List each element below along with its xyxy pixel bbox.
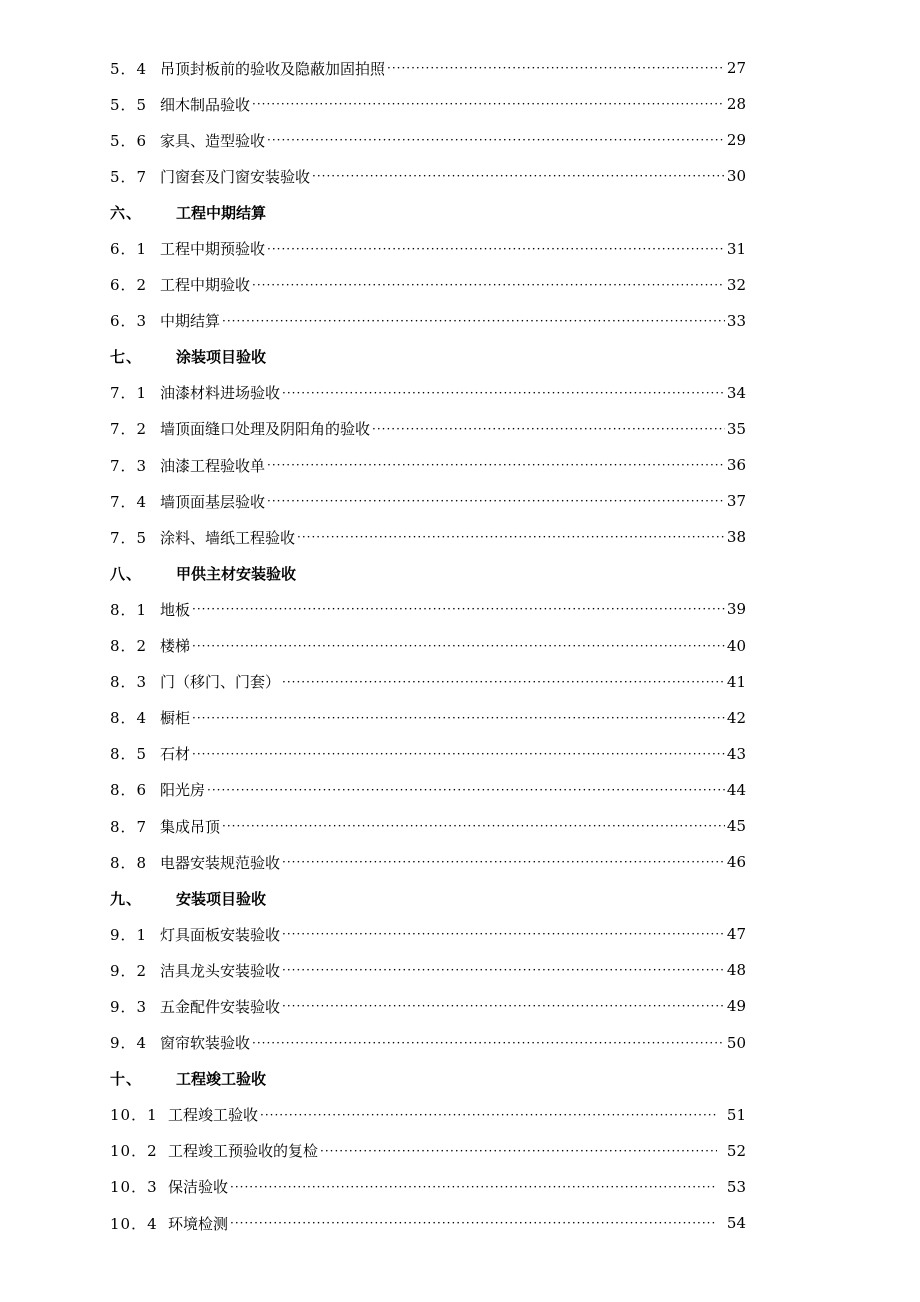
entry-page-number: 45 (726, 817, 746, 836)
entry-number: 7．2 (110, 420, 148, 439)
entry-page-number: 38 (726, 528, 746, 547)
entry-title: 集成吊顶 (160, 817, 221, 836)
toc-entry[interactable] (110, 664, 746, 700)
section-title: 安装项目验收 (176, 889, 267, 908)
entry-number: 8．6 (110, 781, 148, 800)
dot-leader (312, 169, 725, 183)
toc-entry[interactable] (110, 1025, 746, 1061)
entry-title: 电器安装规范验收 (160, 853, 281, 872)
entry-number: 8．2 (110, 637, 148, 656)
entry-number: 10．4 (110, 1214, 158, 1233)
entry-title: 五金配件安装验收 (160, 997, 281, 1016)
entry-number: 6．3 (110, 312, 148, 331)
entry-title: 工程竣工预验收的复检 (168, 1142, 319, 1161)
toc-entry[interactable] (110, 952, 746, 988)
dot-leader (192, 711, 725, 725)
entry-number: 7．3 (110, 456, 148, 475)
entry-page-number: 52 (726, 1141, 746, 1160)
entry-number: 8．1 (110, 600, 148, 619)
entry-page-number: 54 (726, 1214, 746, 1233)
entry-title: 窗帘软装验收 (160, 1034, 251, 1053)
dot-leader (372, 422, 725, 436)
entry-title: 吊顶封板前的验收及隐蔽加固拍照 (160, 59, 386, 78)
dot-leader (252, 278, 725, 292)
entry-page-number: 51 (726, 1105, 746, 1124)
entry-page-number: 41 (726, 672, 746, 691)
dot-leader (260, 1108, 717, 1122)
entry-title: 细木制品验收 (160, 95, 251, 114)
entry-page-number: 46 (726, 853, 746, 872)
dot-leader (282, 675, 725, 689)
section-number: 六、 (110, 203, 143, 222)
entry-number: 8．7 (110, 817, 148, 836)
entry-title: 保洁验收 (168, 1178, 229, 1197)
dot-leader (192, 639, 725, 653)
dot-leader (282, 855, 725, 869)
entry-title: 灯具面板安装验收 (160, 925, 281, 944)
entry-number: 7．4 (110, 492, 148, 511)
entry-title: 洁具龙头安装验收 (160, 961, 281, 980)
entry-page-number: 28 (726, 95, 746, 114)
toc-section-heading[interactable] (110, 555, 746, 591)
entry-page-number: 39 (726, 600, 746, 619)
toc-entry[interactable] (110, 483, 746, 519)
section-title: 涂装项目验收 (176, 348, 267, 367)
toc-entry[interactable] (110, 1097, 746, 1133)
entry-title: 地板 (160, 600, 191, 619)
dot-leader (252, 1036, 725, 1050)
section-number: 九、 (110, 889, 143, 908)
section-number: 八、 (110, 564, 143, 583)
entry-number: 5．7 (110, 167, 148, 186)
section-title: 工程竣工验收 (176, 1070, 267, 1089)
entry-number: 5．6 (110, 131, 148, 150)
toc-section-heading[interactable] (110, 339, 746, 375)
entry-title: 家具、造型验收 (160, 131, 266, 150)
toc-entry[interactable] (110, 844, 746, 880)
dot-leader (320, 1144, 717, 1158)
toc-entry[interactable] (110, 700, 746, 736)
entry-number: 5．4 (110, 59, 148, 78)
table-of-contents (110, 50, 746, 1241)
toc-entry[interactable] (110, 50, 746, 86)
entry-title: 油漆材料进场验收 (160, 384, 281, 403)
toc-entry[interactable] (110, 158, 746, 194)
entry-page-number: 49 (726, 997, 746, 1016)
entry-title: 阳光房 (160, 781, 206, 800)
toc-entry[interactable] (110, 736, 746, 772)
entry-page-number: 40 (726, 636, 746, 655)
entry-title: 门窗套及门窗安装验收 (160, 167, 311, 186)
entry-page-number: 44 (726, 780, 746, 799)
dot-leader (267, 458, 725, 472)
dot-leader (207, 783, 725, 797)
dot-leader (230, 1216, 717, 1230)
entry-number: 6．1 (110, 240, 148, 259)
entry-number: 10．3 (110, 1178, 158, 1197)
toc-entry[interactable] (110, 411, 746, 447)
entry-number: 9．4 (110, 1034, 148, 1053)
toc-entry[interactable] (110, 591, 746, 627)
entry-number: 7．1 (110, 384, 148, 403)
section-title: 工程中期结算 (176, 203, 267, 222)
toc-entry[interactable] (110, 1169, 746, 1205)
entry-title: 墙顶面基层验收 (160, 492, 266, 511)
entry-title: 工程中期预验收 (160, 240, 266, 259)
dot-leader (222, 314, 725, 328)
toc-entry[interactable] (110, 519, 746, 555)
toc-entry[interactable] (110, 267, 746, 303)
dot-leader (387, 61, 725, 75)
dot-leader (222, 819, 725, 833)
toc-entry[interactable] (110, 303, 746, 339)
entry-number: 5．5 (110, 95, 148, 114)
entry-number: 9．1 (110, 925, 148, 944)
entry-page-number: 33 (726, 311, 746, 330)
entry-page-number: 31 (726, 239, 746, 258)
dot-leader (282, 386, 725, 400)
toc-section-heading[interactable] (110, 1061, 746, 1097)
dot-leader (267, 494, 725, 508)
entry-title: 中期结算 (160, 312, 221, 331)
entry-page-number: 34 (726, 383, 746, 402)
toc-entry[interactable] (110, 808, 746, 844)
entry-page-number: 37 (726, 492, 746, 511)
toc-entry[interactable] (110, 916, 746, 952)
entry-number: 8．8 (110, 853, 148, 872)
entry-page-number: 47 (726, 925, 746, 944)
dot-leader (267, 133, 725, 147)
toc-section-heading[interactable] (110, 880, 746, 916)
dot-leader (267, 242, 725, 256)
dot-leader (230, 1180, 717, 1194)
entry-title: 楼梯 (160, 637, 191, 656)
toc-entry[interactable] (110, 86, 746, 122)
toc-entry[interactable] (110, 447, 746, 483)
entry-title: 橱柜 (160, 709, 191, 728)
dot-leader (192, 602, 725, 616)
entry-title: 环境检测 (168, 1214, 229, 1233)
toc-entry[interactable] (110, 122, 746, 158)
entry-page-number: 53 (726, 1177, 746, 1196)
entry-page-number: 42 (726, 708, 746, 727)
entry-title: 墙顶面缝口处理及阴阳角的验收 (160, 420, 371, 439)
entry-title: 涂料、墙纸工程验收 (160, 528, 296, 547)
entry-title: 工程竣工验收 (168, 1106, 259, 1125)
entry-number: 6．2 (110, 276, 148, 295)
entry-page-number: 32 (726, 275, 746, 294)
dot-leader (282, 927, 725, 941)
entry-number: 9．3 (110, 997, 148, 1016)
entry-title: 油漆工程验收单 (160, 456, 266, 475)
toc-entry[interactable] (110, 772, 746, 808)
entry-number: 7．5 (110, 528, 148, 547)
section-number: 十、 (110, 1070, 143, 1089)
toc-entry[interactable] (110, 988, 746, 1024)
entry-number: 10．2 (110, 1142, 158, 1161)
entry-number: 8．4 (110, 709, 148, 728)
entry-title: 石材 (160, 745, 191, 764)
entry-page-number: 43 (726, 744, 746, 763)
dot-leader (297, 530, 725, 544)
entry-number: 9．2 (110, 961, 148, 980)
entry-page-number: 27 (726, 59, 746, 78)
entry-page-number: 29 (726, 131, 746, 150)
entry-page-number: 48 (726, 961, 746, 980)
dot-leader (252, 97, 725, 111)
dot-leader (192, 747, 725, 761)
entry-page-number: 50 (726, 1033, 746, 1052)
toc-entry[interactable] (110, 1133, 746, 1169)
entry-page-number: 35 (726, 419, 746, 438)
entry-title: 工程中期验收 (160, 276, 251, 295)
toc-entry[interactable] (110, 628, 746, 664)
toc-entry[interactable] (110, 375, 746, 411)
toc-entry[interactable] (110, 1205, 746, 1241)
entry-number: 8．5 (110, 745, 148, 764)
entry-number: 10．1 (110, 1106, 158, 1125)
dot-leader (282, 963, 725, 977)
section-title: 甲供主材安装验收 (176, 564, 297, 583)
toc-entry[interactable] (110, 230, 746, 266)
toc-section-heading[interactable] (110, 194, 746, 230)
dot-leader (282, 999, 725, 1013)
section-number: 七、 (110, 348, 143, 367)
entry-number: 8．3 (110, 673, 148, 692)
entry-page-number: 36 (726, 456, 746, 475)
entry-page-number: 30 (726, 167, 746, 186)
entry-title: 门（移门、门套） (160, 673, 281, 692)
